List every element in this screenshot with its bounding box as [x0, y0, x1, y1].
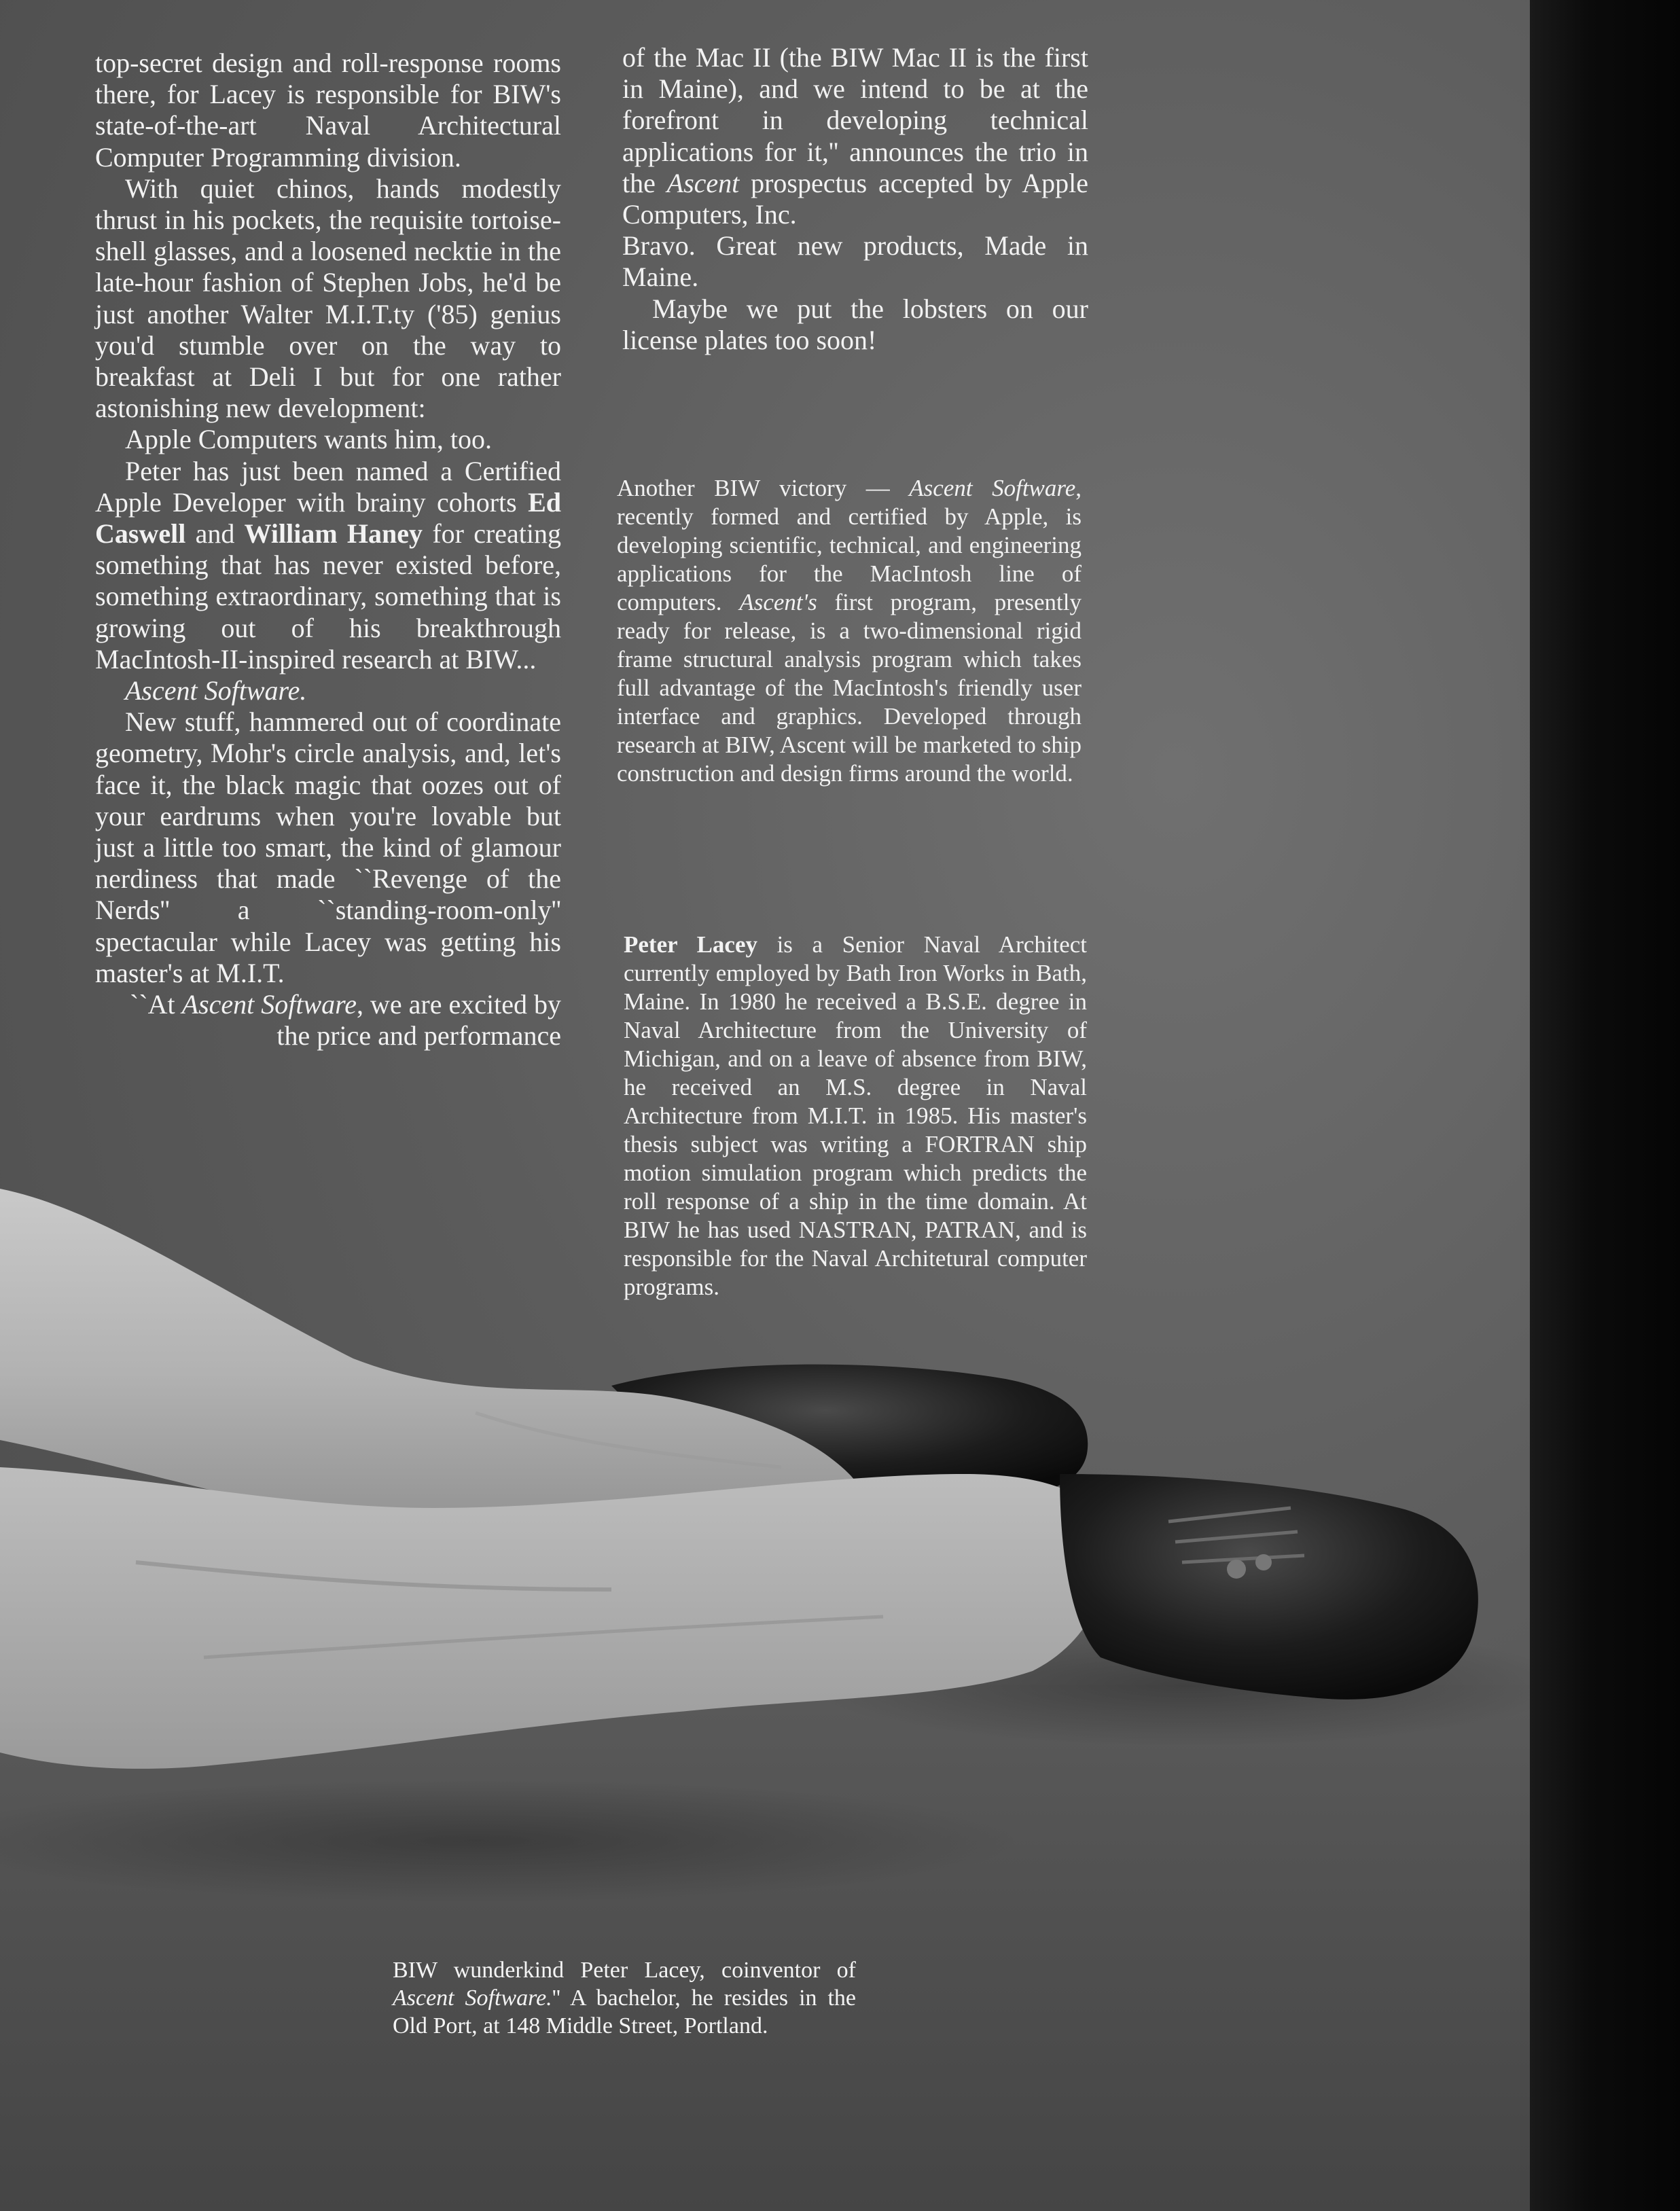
bio-name: Peter Lacey: [624, 931, 757, 958]
paragraph: of the Mac II (the BIW Mac II is the first in Maine), and we intend to be at the forefront in developing technical applications for it,'' announces the trio in the Ascent prospectus accepted by Apple Computers, Inc.: [622, 42, 1088, 230]
paragraph: Maybe we put the lobsters on our license plates too soon!: [622, 293, 1088, 355]
person-name: William Haney: [244, 518, 423, 550]
paragraph: ``At Ascent Software, we are excited by the price and performance: [130, 989, 561, 1051]
article-column-left: [95, 48, 561, 1052]
paragraph: New stuff, hammered out of coordinate geometry, Mohr's circle analysis, and, let's face it, the black magic that oozes out of your eardrums when you're lovable but just a little too smart, the kind of glamour nerdiness that made ``Revenge of the Nerds'' a ``standing-room-only'' spectacular while Lacey was getting his master's at M.I.T.: [95, 706, 561, 988]
binding-edge: [1530, 0, 1680, 2211]
paragraph: top-secret design and roll-response rooms there, for Lacey is responsible for BIW's state-of-the-art Naval Architectural Computer Programming division.: [95, 48, 561, 173]
person-name: Ed Caswell: [95, 486, 562, 550]
author-bio-sidebar: Peter Lacey is a Senior Naval Architect currently employed by Bath Iron Works in Bath, Maine. In 1980 he received a B.S.E. degree in Naval Architecture from the University of Michigan, and on a leave of absence from BIW, he received an M.S. degree in Naval Architecture from M.I.T. in 1985. His master's thesis subject was writing a FORTRAN ship motion simulation program which predicts the roll response of a ship in the time domain. At BIW he has used NASTRAN, PATRAN, and is responsible for the Naval Architetural computer programs.: [624, 931, 1087, 1300]
paragraph: Peter has just been named a Certified Apple Developer with brainy cohorts Ed Caswell and William Haney for creating something that has never existed before, something extraordinary, something that is growing out of his breakthrough MacIntosh-II-inspired research at BIW...: [95, 455, 562, 675]
paragraph: With quiet chinos, hands modestly thrust in his pockets, the requisite tortoise-shell glasses, and a loosened necktie in the late-hour fashion of Stephen Jobs, he'd be just another Walter M.I.T.ty ('85) genius you'd stumble over on the way to breakfast at Deli I but for one rather astonishing new development:: [95, 173, 561, 424]
ascent-software-sidebar: Another BIW victory — Ascent Software, recently formed and certified by Apple, is developing scientific, technical, and engineering applications for the MacIntosh line of computers. Ascent's first program, presently ready for release, is a two-dimensional rigid frame structural analysis program which takes full advantage of the MacIntosh's friendly user interface and graphics. Developed through research at BIW, Ascent will be marketed to ship construction and design firms around the world.: [617, 475, 1082, 787]
paragraph: Apple Computers wants him, too.: [125, 424, 492, 455]
article-column-right: [622, 42, 1088, 356]
leg-shadow: [0, 1780, 1019, 1902]
paragraph: [95, 675, 561, 706]
photo-caption: BIW wunderkind Peter Lacey, coinventor of Ascent Software.'' A bachelor, he resides in the Old Port, at 148 Middle Street, Portland.: [393, 1958, 856, 2038]
product-name: Ascent Software.: [125, 675, 307, 706]
paragraph: Bravo. Great new products, Made in Maine.: [622, 230, 1088, 293]
